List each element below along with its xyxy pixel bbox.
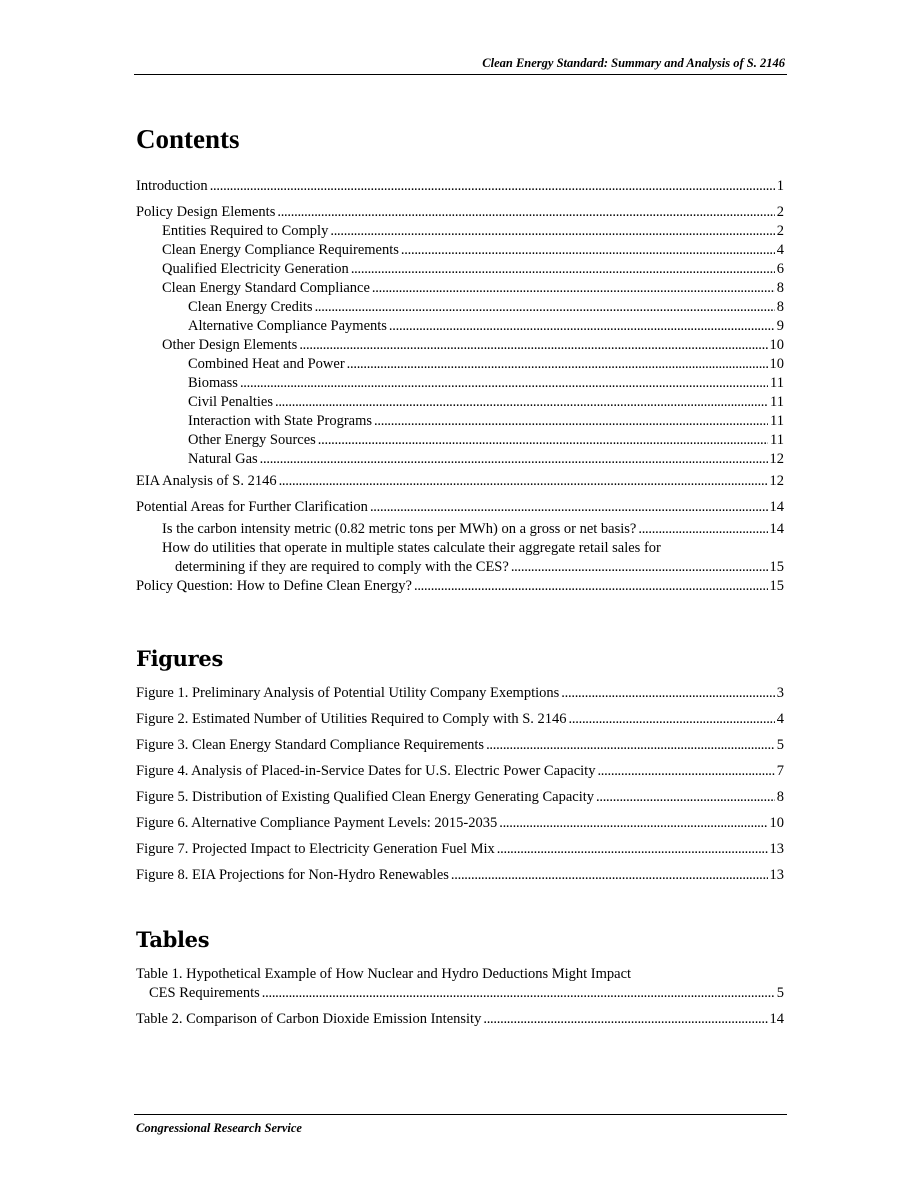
toc-entry[interactable]: Entities Required to Comply . . . 2 [136,222,784,241]
toc-entry[interactable]: Introduction . . . 1 [136,177,784,196]
contents-list [136,177,784,596]
toc-entry[interactable]: Potential Areas for Further Clarification . . . 14 [136,498,784,517]
figure-entry[interactable]: Figure 2. Estimated Number of Utilities Required to Comply with S. 2146 . . . 4 [136,710,784,729]
toc-entry[interactable]: Combined Heat and Power . . . 10 [136,355,784,374]
contents-heading: Contents [136,124,240,154]
table-entry[interactable]: Table 1. Hypothetical Example of How Nuclear and Hydro Deductions Might Impact CES Requirements . . . 5 [136,965,784,1003]
figures-heading: Figures [136,646,223,671]
toc-entry[interactable]: Natural Gas . . . 12 [136,450,784,469]
figure-entry[interactable]: Figure 5. Distribution of Existing Qualified Clean Energy Generating Capacity . . . 8 [136,788,784,807]
header-rule [134,74,787,75]
toc-entry[interactable]: Is the carbon intensity metric (0.82 metric tons per MWh) on a gross or net basis? . . . 14 [136,520,784,539]
toc-entry[interactable]: EIA Analysis of S. 2146 . . . 12 [136,472,784,491]
toc-entry[interactable]: Alternative Compliance Payments . . . 9 [136,317,784,336]
toc-entry[interactable]: Biomass . . . 11 [136,374,784,393]
running-header: Clean Energy Standard: Summary and Analysis of S. 2146 [482,56,785,70]
toc-entry[interactable]: Other Design Elements . . . 10 [136,336,784,355]
tables-heading: Tables [136,927,210,952]
toc-entry[interactable]: Clean Energy Credits . . . 8 [136,298,784,317]
toc-entry[interactable]: Policy Design Elements . . . 2 [136,203,784,222]
footer-rule [134,1114,787,1115]
figure-entry[interactable]: Figure 7. Projected Impact to Electricity Generation Fuel Mix . . . 13 [136,840,784,859]
toc-entry[interactable]: Clean Energy Compliance Requirements . . . 4 [136,241,784,260]
toc-entry[interactable]: Qualified Electricity Generation . . . 6 [136,260,784,279]
table-entry[interactable]: Table 2. Comparison of Carbon Dioxide Emission Intensity . . . 14 [136,1010,784,1029]
figure-entry[interactable]: Figure 6. Alternative Compliance Payment Levels: 2015-2035 . . . 10 [136,814,784,833]
figure-entry[interactable]: Figure 8. EIA Projections for Non-Hydro Renewables . . . 13 [136,866,784,885]
toc-entry[interactable]: Policy Question: How to Define Clean Energy? . . . 15 [136,577,784,596]
running-footer: Congressional Research Service [136,1121,302,1135]
figures-list [136,684,784,892]
toc-entry[interactable]: Interaction with State Programs . . . 11 [136,412,784,431]
toc-entry[interactable]: Clean Energy Standard Compliance . . . 8 [136,279,784,298]
toc-entry[interactable]: Civil Penalties . . . 11 [136,393,784,412]
toc-entry[interactable]: How do utilities that operate in multiple states calculate their aggregate retail sales for determining if they are required to comply with the CES? . . . 15 [136,539,784,577]
figure-entry[interactable]: Figure 3. Clean Energy Standard Compliance Requirements . . . 5 [136,736,784,755]
figure-entry[interactable]: Figure 1. Preliminary Analysis of Potential Utility Company Exemptions . . . 3 [136,684,784,703]
figure-entry[interactable]: Figure 4. Analysis of Placed-in-Service Dates for U.S. Electric Power Capacity . . . 7 [136,762,784,781]
toc-entry[interactable]: Other Energy Sources . . . 11 [136,431,784,450]
tables-list [136,965,784,1036]
